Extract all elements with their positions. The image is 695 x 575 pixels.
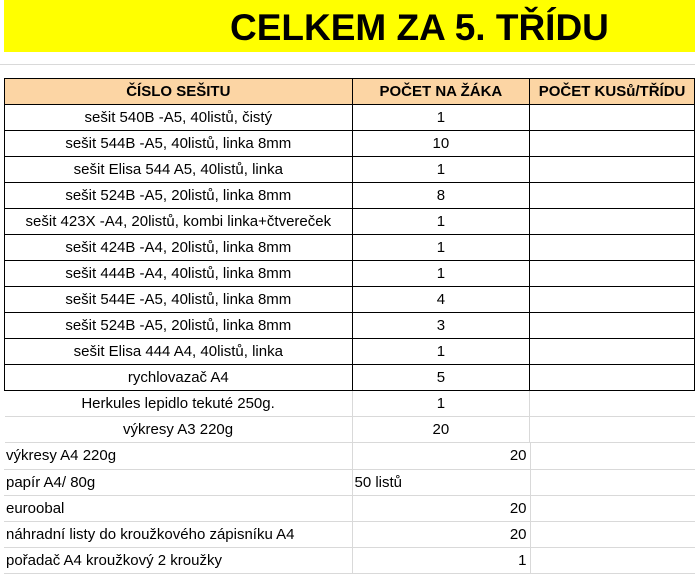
item-cell[interactable]: sešit 424B -A4, 20listů, linka 8mm — [5, 235, 353, 261]
table-row — [4, 443, 695, 469]
table-row — [4, 469, 695, 495]
class-total-cell[interactable] — [530, 469, 695, 495]
qty-cell[interactable]: 1 — [352, 261, 530, 287]
item-cell[interactable]: sešit Elisa 444 A4, 40listů, linka — [5, 339, 353, 365]
class-total-cell[interactable] — [530, 417, 695, 443]
item-cell[interactable]: sešit 423X -A4, 20listů, kombi linka+čtvereček — [5, 209, 353, 235]
qty-cell[interactable]: 5 — [352, 365, 530, 391]
table-row — [5, 339, 695, 365]
item-cell[interactable]: sešit 544B -A5, 40listů, linka 8mm — [5, 131, 353, 157]
notebook-table — [4, 78, 695, 443]
item-cell[interactable]: Herkules lepidlo tekuté 250g. — [5, 391, 353, 417]
item-cell[interactable]: rychlovazač A4 — [5, 365, 353, 391]
item-cell[interactable]: euroobal — [4, 495, 352, 521]
qty-cell[interactable]: 4 — [352, 287, 530, 313]
class-total-cell[interactable] — [530, 521, 695, 547]
class-total-cell[interactable] — [530, 209, 695, 235]
class-total-cell[interactable] — [530, 235, 695, 261]
qty-cell[interactable]: 20 — [352, 495, 530, 521]
table-row — [4, 547, 695, 573]
class-total-cell[interactable] — [530, 287, 695, 313]
table-row — [5, 235, 695, 261]
qty-cell[interactable]: 3 — [352, 313, 530, 339]
class-total-cell[interactable] — [530, 365, 695, 391]
item-cell[interactable]: sešit Elisa 544 A5, 40listů, linka — [5, 157, 353, 183]
item-cell[interactable]: papír A4/ 80g — [4, 469, 352, 495]
gridline — [0, 64, 695, 65]
item-cell[interactable]: sešit 540B -A5, 40listů, čistý — [5, 105, 353, 131]
table-row — [5, 391, 695, 417]
item-cell[interactable]: sešit 524B -A5, 20listů, linka 8mm — [5, 183, 353, 209]
qty-cell[interactable]: 50 listů — [352, 469, 530, 495]
class-total-cell[interactable] — [530, 339, 695, 365]
item-cell[interactable]: sešit 444B -A4, 40listů, linka 8mm — [5, 261, 353, 287]
row-header-strip — [0, 0, 4, 52]
qty-cell[interactable]: 20 — [352, 521, 530, 547]
class-total-cell[interactable] — [530, 105, 695, 131]
table-row — [5, 183, 695, 209]
header-cislo-sesitu: ČÍSLO SEŠITU — [5, 79, 353, 105]
class-total-cell[interactable] — [530, 313, 695, 339]
qty-cell[interactable]: 20 — [352, 443, 530, 469]
extra-items-table — [4, 443, 695, 574]
item-cell[interactable]: pořadač A4 kroužkový 2 kroužky — [4, 547, 352, 573]
qty-cell[interactable]: 1 — [352, 157, 530, 183]
qty-cell[interactable]: 20 — [352, 417, 530, 443]
table-row — [5, 209, 695, 235]
class-total-cell[interactable] — [530, 495, 695, 521]
header-pocet-kusu-tridu: POČET KUSů/TŘÍDU — [530, 79, 695, 105]
item-cell[interactable]: sešit 524B -A5, 20listů, linka 8mm — [5, 313, 353, 339]
class-total-cell[interactable] — [530, 131, 695, 157]
class-total-cell[interactable] — [530, 391, 695, 417]
qty-cell[interactable]: 8 — [352, 183, 530, 209]
table-row — [4, 521, 695, 547]
table-row — [5, 365, 695, 391]
qty-cell[interactable]: 1 — [352, 339, 530, 365]
class-total-cell[interactable] — [530, 443, 695, 469]
class-total-cell[interactable] — [530, 547, 695, 573]
table-row — [5, 417, 695, 443]
table-row — [4, 495, 695, 521]
item-cell[interactable]: výkresy A4 220g — [4, 443, 352, 469]
header-pocet-na-zaka: POČET NA ŽÁKA — [352, 79, 530, 105]
class-total-cell[interactable] — [530, 157, 695, 183]
table-row — [5, 157, 695, 183]
qty-cell[interactable]: 10 — [352, 131, 530, 157]
qty-cell[interactable]: 1 — [352, 209, 530, 235]
qty-cell[interactable]: 1 — [352, 547, 530, 573]
table-row — [5, 105, 695, 131]
item-cell[interactable]: sešit 544E -A5, 40listů, linka 8mm — [5, 287, 353, 313]
table-row — [5, 287, 695, 313]
class-total-cell[interactable] — [530, 261, 695, 287]
table-header-row — [5, 79, 695, 105]
table-row — [5, 313, 695, 339]
qty-cell[interactable]: 1 — [352, 391, 530, 417]
table-row — [5, 131, 695, 157]
table-row — [5, 261, 695, 287]
class-total-cell[interactable] — [530, 183, 695, 209]
item-cell[interactable]: výkresy A3 220g — [5, 417, 353, 443]
item-cell[interactable]: náhradní listy do kroužkového zápisníku A4 — [4, 521, 352, 547]
qty-cell[interactable]: 1 — [352, 105, 530, 131]
page-title: CELKEM ZA 5. TŘÍDU — [230, 7, 609, 48]
qty-cell[interactable]: 1 — [352, 235, 530, 261]
